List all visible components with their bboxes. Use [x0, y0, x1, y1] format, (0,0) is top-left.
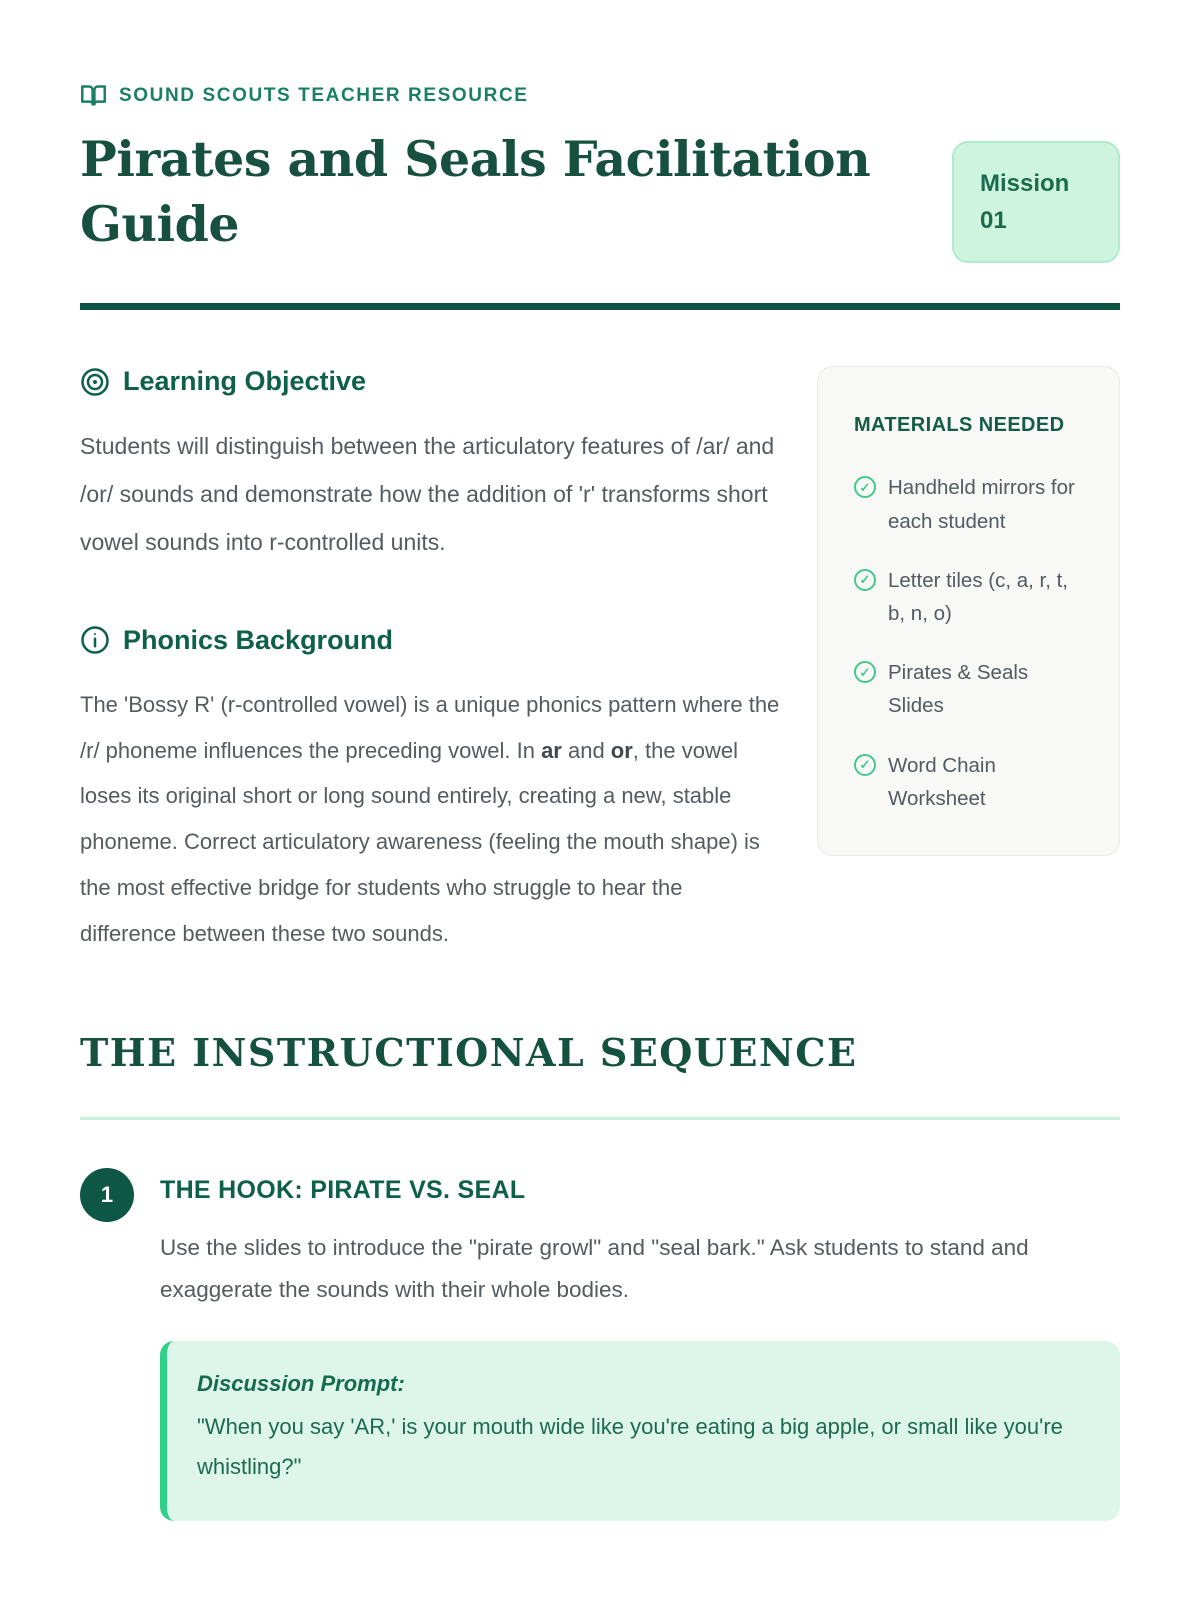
- main-column: [80, 366, 781, 956]
- phonics-background-heading: [80, 625, 781, 656]
- discussion-prompt-callout: [160, 1341, 1120, 1521]
- check-circle-icon: ✓: [854, 569, 876, 591]
- main-content: [80, 366, 1120, 956]
- materials-item-label: Word Chain Worksheet: [888, 753, 996, 810]
- learning-objective-section: [80, 366, 781, 566]
- materials-item-label: Pirates & Seals Slides: [888, 661, 1029, 718]
- learning-objective-heading: [80, 366, 781, 397]
- materials-item-label: Handheld mirrors for each student: [888, 476, 1075, 533]
- materials-title: MATERIALS NEEDED: [854, 414, 1065, 437]
- discussion-prompt-label: Discussion Prompt:: [197, 1370, 405, 1396]
- step-number-badge: 1: [80, 1168, 134, 1222]
- phonics-background-title: Phonics Background: [123, 624, 394, 655]
- open-book-icon: [80, 82, 107, 109]
- phonics-text-3: , the vowel loses its original short or long sound entirely, creating a new, stable phoneme. Correct articulatory awareness (feeling the mouth shape) is the most effective bridge for students who struggle to hear the difference between these two sounds.: [80, 737, 760, 946]
- document-header: [80, 82, 1120, 310]
- phonics-background-body: [80, 682, 781, 957]
- eyebrow: [80, 82, 1120, 109]
- step-content: [160, 1168, 1120, 1520]
- sequence-step-1: [80, 1168, 1120, 1520]
- phonics-background-section: [80, 625, 781, 957]
- step-title: THE HOOK: PIRATE VS. SEAL: [160, 1176, 526, 1205]
- header-divider: [80, 303, 1120, 310]
- check-circle-icon: ✓: [854, 476, 876, 498]
- discussion-prompt-text: "When you say 'AR,' is your mouth wide like you're eating a big apple, or small like you're whistling?": [197, 1413, 1063, 1479]
- list-item: [854, 471, 1083, 537]
- phonics-text-2: and: [561, 737, 611, 763]
- info-icon: [80, 625, 110, 655]
- materials-card: [817, 366, 1120, 856]
- step-body: Use the slides to introduce the "pirate growl" and "seal bark." Ask students to stand and exaggerate the sounds with their whole bodies.: [160, 1235, 1029, 1302]
- phonics-bold-ar: ar: [541, 737, 562, 763]
- list-item: [854, 656, 1083, 722]
- materials-list: [854, 471, 1083, 815]
- list-item: [854, 564, 1083, 630]
- check-circle-icon: ✓: [854, 754, 876, 776]
- instructional-sequence-title: THE INSTRUCTIONAL SEQUENCE: [80, 1030, 858, 1076]
- eyebrow-label: SOUND SCOUTS TEACHER RESOURCE: [119, 84, 529, 106]
- instructional-sequence-section: [80, 1030, 1120, 1520]
- page-title: Pirates and Seals Facilitation Guide: [80, 130, 871, 253]
- sequence-divider: [80, 1117, 1120, 1120]
- materials-item-label: Letter tiles (c, a, r, t, b, n, o): [888, 568, 1069, 625]
- learning-objective-title: Learning Objective: [123, 366, 367, 397]
- mission-badge: Mission 01: [952, 141, 1120, 263]
- phonics-text-1: The 'Bossy R' (r-controlled vowel) is a unique phonics pattern where the /r/ phoneme influences the preceding vowel. In: [80, 691, 780, 763]
- target-icon: [80, 367, 110, 397]
- learning-objective-body: Students will distinguish between the articulatory features of /ar/ and /or/ sounds and demonstrate how the addition of 'r' transforms short vowel sounds into r-controlled units.: [80, 433, 775, 556]
- list-item: [854, 749, 1083, 815]
- phonics-bold-or: or: [610, 737, 633, 763]
- check-circle-icon: ✓: [854, 661, 876, 683]
- title-row: [80, 127, 1120, 263]
